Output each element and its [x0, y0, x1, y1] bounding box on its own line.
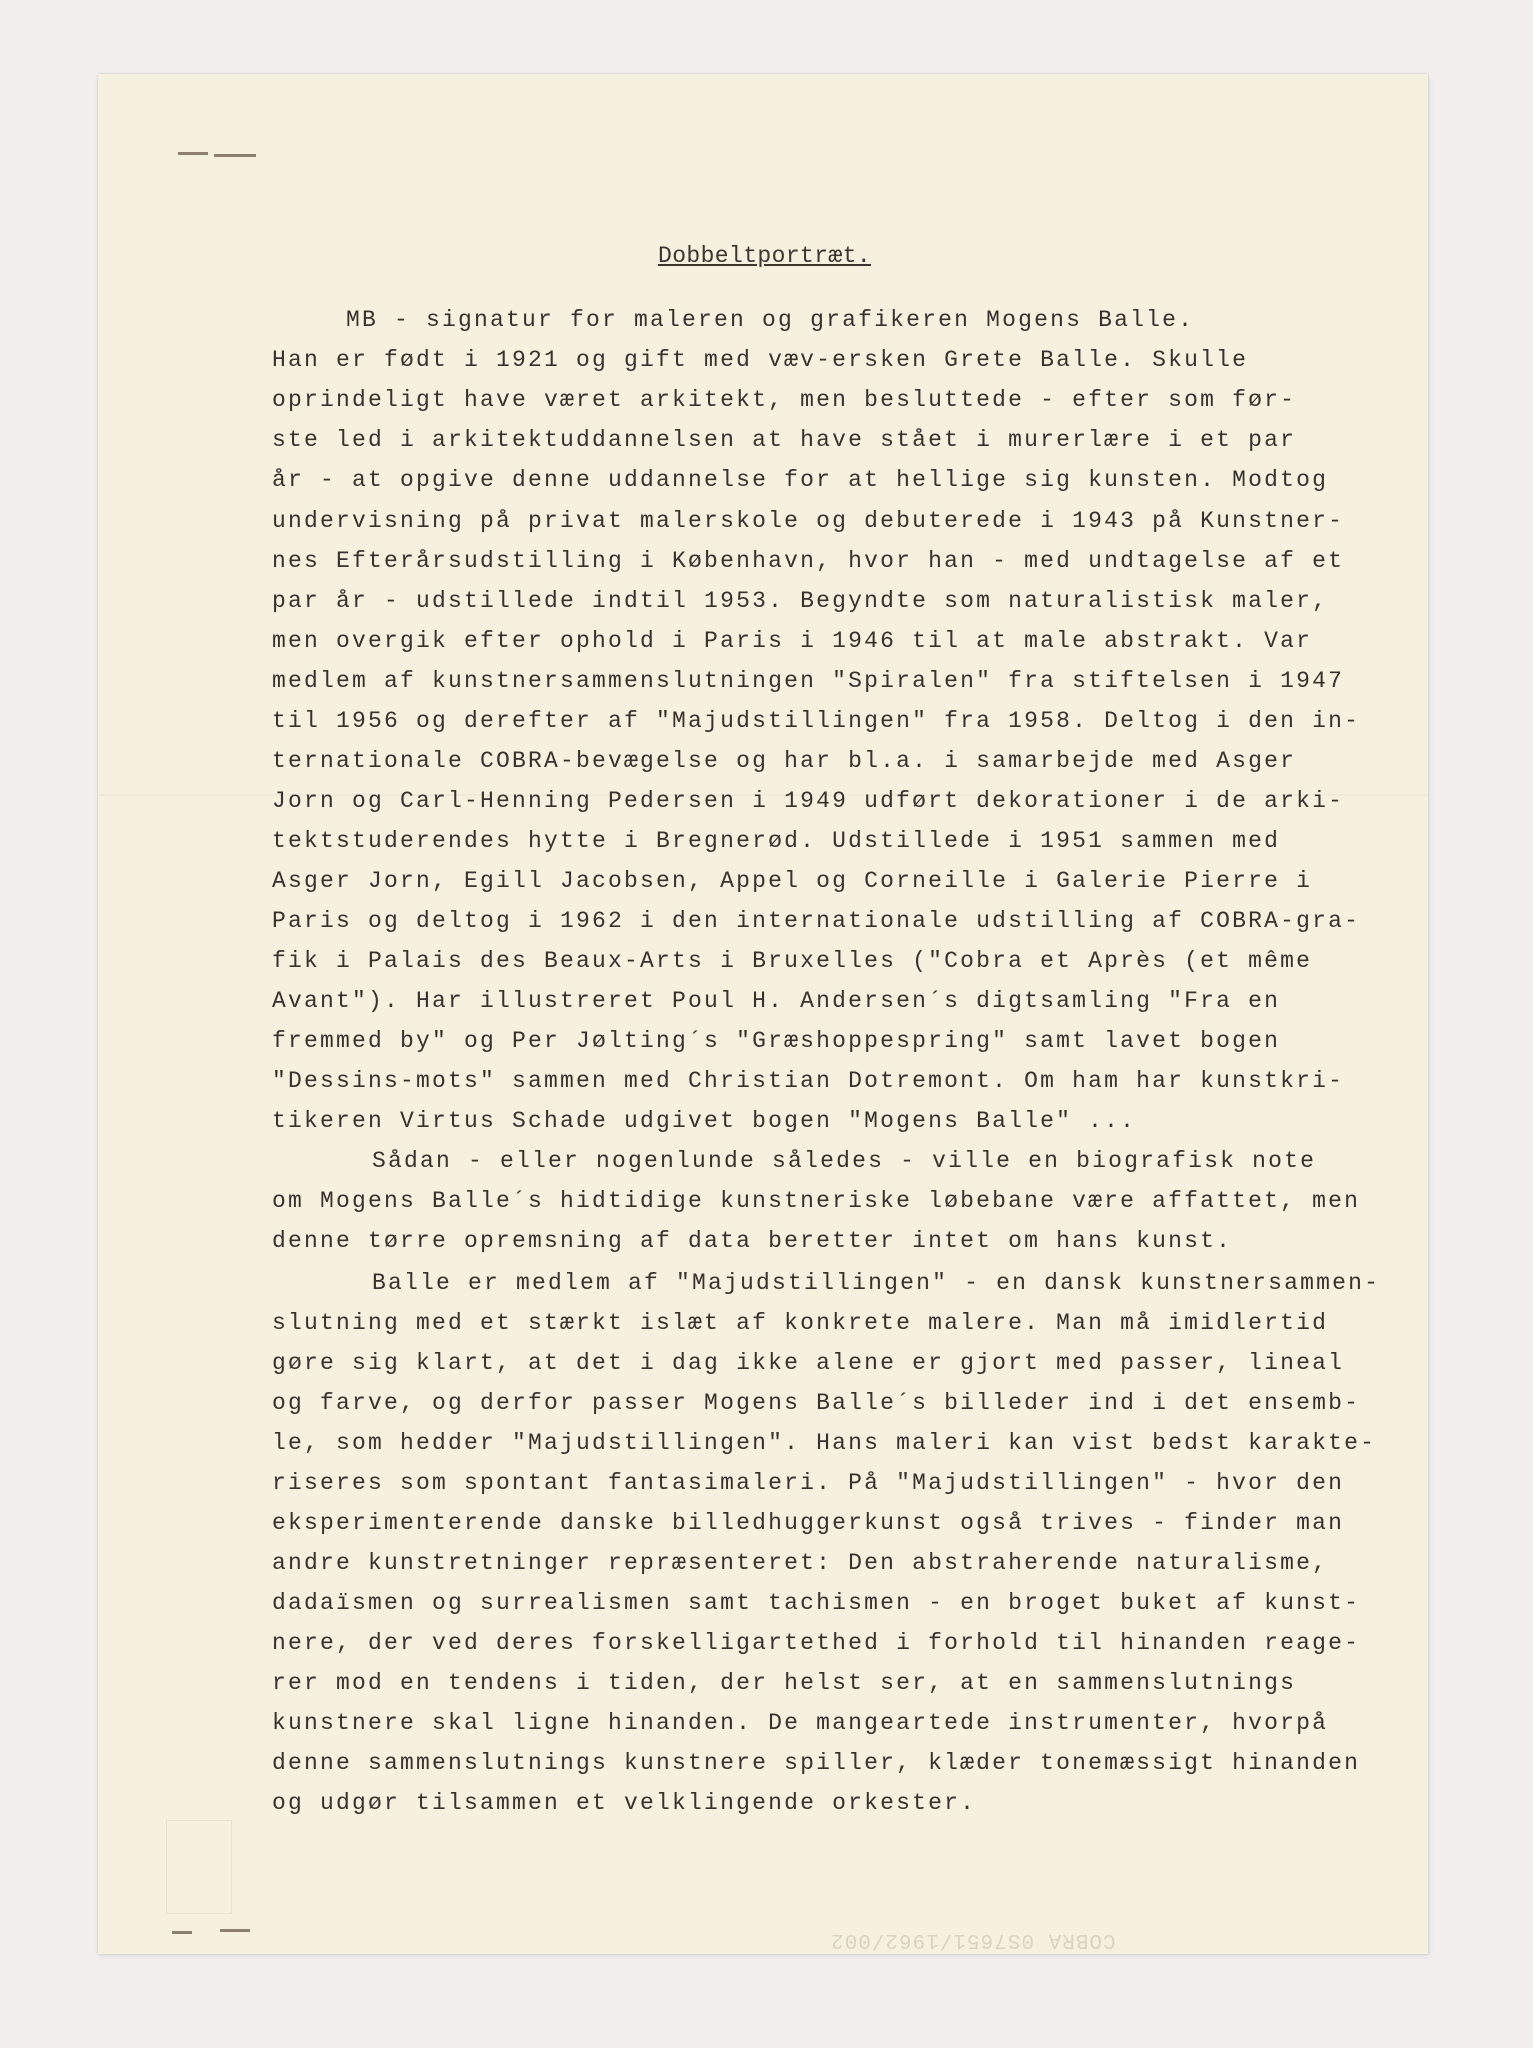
text-line: oprindeligt have været arkitekt, men besluttede - efter som før-	[272, 387, 1297, 413]
text-line: dadaïsmen og surrealismen samt tachismen - en broget buket af kunst-	[272, 1590, 1361, 1616]
text-line: eksperimenterende danske billedhuggerkunst også trives - finder man	[272, 1510, 1345, 1536]
text-line: til 1956 og derefter af "Majudstillingen" fra 1958. Deltog i den in-	[272, 708, 1361, 734]
text-line: år - at opgive denne uddannelse for at hellige sig kunsten. Modtog	[272, 467, 1329, 493]
text-line: le, som hedder "Majudstillingen". Hans maleri kan vist bedst karakte-	[272, 1430, 1377, 1456]
text-line: nere, der ved deres forskelligartethed i forhold til hinanden reage-	[272, 1630, 1361, 1656]
text-line: undervisning på privat malerskole og debuterede i 1943 på Kunstner-	[272, 508, 1345, 534]
margin-mark-bottom-right	[220, 1929, 250, 1932]
text-line: gøre sig klart, at det i dag ikke alene er gjort med passer, lineal	[272, 1350, 1345, 1376]
text-line: fik i Palais des Beaux-Arts i Bruxelles ("Cobra et Après (et même	[272, 948, 1313, 974]
text-line: Balle er medlem af "Majudstillingen" - en dansk kunstnersammen-	[372, 1270, 1381, 1296]
text-line: om Mogens Balle´s hidtidige kunstneriske løbebane være affattet, men	[272, 1188, 1361, 1214]
text-line: rer mod en tendens i tiden, der helst ser, at en sammenslutnings	[272, 1670, 1297, 1696]
text-line: denne sammenslutnings kunstnere spiller, klæder tonemæssigt hinanden	[272, 1750, 1361, 1776]
text-line: Han er født i 1921 og gift med væv-ersken Grete Balle. Skulle	[272, 347, 1249, 373]
text-line: tikeren Virtus Schade udgivet bogen "Mogens Balle" ...	[272, 1108, 1137, 1134]
text-line: fremmed by" og Per Jølting´s "Græshoppespring" samt lavet bogen	[272, 1028, 1281, 1054]
text-line: Avant"). Har illustreret Poul H. Andersen´s digtsamling "Fra en	[272, 988, 1281, 1014]
text-line: og udgør tilsammen et velklingende orkester.	[272, 1790, 977, 1816]
margin-mark-top-right	[214, 154, 256, 157]
text-line: tektstuderendes hytte i Bregnerød. Udstillede i 1951 sammen med	[272, 828, 1281, 854]
text-line: men overgik efter ophold i Paris i 1946 til at male abstrakt. Var	[272, 628, 1313, 654]
document-title: Dobbeltportræt.	[658, 243, 872, 269]
archive-stamp-mark	[166, 1820, 232, 1914]
text-line: nes Efterårsudstilling i København, hvor han - med undtagelse af et	[272, 548, 1345, 574]
text-line: Sådan - eller nogenlunde således - ville en biografisk note	[372, 1148, 1317, 1174]
text-line: slutning med et stærkt islæt af konkrete malere. Man må imidlertid	[272, 1310, 1329, 1336]
archive-number: COBRA 0S7651/1962/002	[830, 1928, 1116, 1951]
text-line: kunstnere skal ligne hinanden. De mangeartede instrumenter, hvorpå	[272, 1710, 1329, 1736]
text-line: par år - udstillede indtil 1953. Begyndte som naturalistisk maler,	[272, 588, 1329, 614]
text-line: Asger Jorn, Egill Jacobsen, Appel og Corneille i Galerie Pierre i	[272, 868, 1313, 894]
text-line: riseres som spontant fantasimaleri. På "Majudstillingen" - hvor den	[272, 1470, 1345, 1496]
text-line: andre kunstretninger repræsenteret: Den abstraherende naturalisme,	[272, 1550, 1329, 1576]
text-line: og farve, og derfor passer Mogens Balle´s billeder ind i det ensemb-	[272, 1390, 1361, 1416]
text-line: Jorn og Carl-Henning Pedersen i 1949 udført dekorationer i de arki-	[272, 788, 1345, 814]
text-line: ternationale COBRA-bevægelse og har bl.a. i samarbejde med Asger	[272, 748, 1297, 774]
text-line: denne tørre opremsning af data beretter intet om hans kunst.	[272, 1228, 1233, 1254]
text-line: Paris og deltog i 1962 i den internationale udstilling af COBRA-gra-	[272, 908, 1361, 934]
text-line: MB - signatur for maleren og grafikeren Mogens Balle.	[346, 307, 1195, 333]
text-line: ste led i arkitektuddannelsen at have stået i murerlære i et par	[272, 427, 1297, 453]
text-line: "Dessins-mots" sammen med Christian Dotremont. Om ham har kunstkri-	[272, 1068, 1345, 1094]
margin-mark-top-left	[178, 152, 208, 155]
margin-mark-bottom-left	[172, 1931, 192, 1934]
text-line: medlem af kunstnersammenslutningen "Spiralen" fra stiftelsen i 1947	[272, 668, 1345, 694]
